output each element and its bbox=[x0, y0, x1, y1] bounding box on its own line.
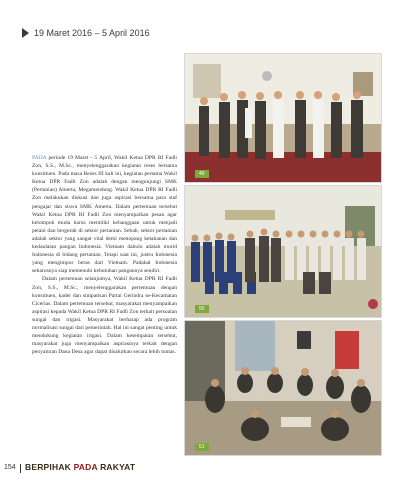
photo-seated-discussion bbox=[184, 320, 382, 456]
photo-number-badge: 49 bbox=[195, 170, 209, 178]
paragraph-1 bbox=[32, 154, 177, 275]
lead-word: PADA bbox=[32, 155, 47, 161]
book-title bbox=[25, 462, 135, 472]
book-title-part-3: RAKYAT bbox=[100, 462, 136, 472]
photo-group-indoor bbox=[184, 53, 382, 183]
paragraph-1-text: periode 19 Maret - 5 April, Wakil Ketua DPR RI Fadli Zon, S.S., M.Sc., menyelenggarakan kegiatan reses bersama konstituen. Pada masa Reses III kali ini, kegiatan pertama Wakil Ketua DPR Fadli Zon adalah dengan mengunjungi SMK (Pertanian) Amerta, Megamendung. Wakil Ketua DPR RI Fadli Zon melakukan diskusi dan juga aspirasi bersama para staf pengajar dan siswa SMK Amerta. Dalam pertemuan tersebut Wakil Ketua DPR RI Fadli Zon menyampaikan pesan agar kelompok muda harus memiliki kebanggaan untuk menjadi petani dan bergerak di sektor pertanian. Sebab, sektor pertanian adalah sektor yang sangat vital demi menopang ketahanan dan kedaulatan pangan Indonesia. Vietnam dahulu adalah murid Indonesia di bidang pertanian. Tetapi saat ini, justru Indonesia yang mengimpor beras dari Vietnam. Padahal Indonesia seharusnya siap memenuhi kebutuhan pangannya sendiri. bbox=[32, 155, 177, 275]
triangle-bullet-icon bbox=[22, 28, 29, 38]
photo-3-illustration bbox=[185, 321, 381, 455]
photo-students-group bbox=[184, 185, 382, 318]
paragraph-2: Dalam pertemuan selanjutnya, Wakil Ketua DPR RI Fadli Zon, S.S., M.Sc., menyelenggarakan pertemuan dengan konstituen, kader dan simpatisan Partai Gerindra se-Kecamatan Cicerias. Dalam pertemuan tersebut, masyarakat menyampaikan aspirasi kepada Wakil Ketua DPR RI Fadli Zon terkait persoalan sungai dan irigasi. Masyarakat berharap ada program normalisasi sungai dari pemerintah. Hal ini sangat penting untuk mendukung kegiatan irigasi. Dalam kesempatan tersebut, masyarakat juga menyampaikan aspirasinya terkait dengan penyaluran Dana Desa agar dapat disalurkan secara lebih tuntas. bbox=[32, 276, 177, 356]
footer-divider bbox=[20, 464, 21, 473]
book-title-part-1: BERPIHAK bbox=[25, 462, 71, 472]
page-number: 154 bbox=[4, 464, 16, 471]
page-footer bbox=[0, 461, 409, 480]
date-range: 19 Maret 2016 – 5 April 2016 bbox=[34, 28, 150, 38]
photo-1-illustration bbox=[185, 54, 381, 182]
article-body bbox=[32, 154, 177, 356]
book-title-part-2: PADA bbox=[73, 462, 98, 472]
photo-number-badge: 51 bbox=[195, 443, 209, 451]
page-header bbox=[22, 28, 150, 38]
photo-2-illustration bbox=[185, 186, 381, 317]
photo-number-badge: 50 bbox=[195, 305, 209, 313]
